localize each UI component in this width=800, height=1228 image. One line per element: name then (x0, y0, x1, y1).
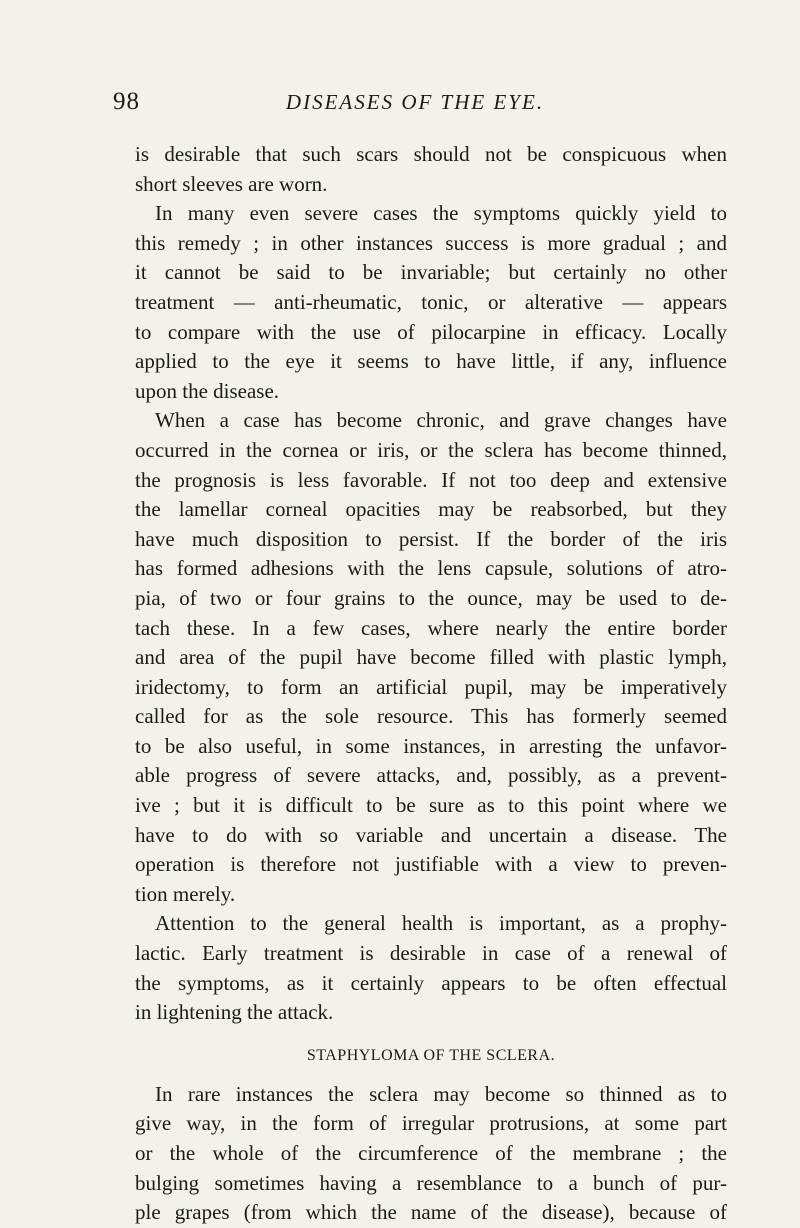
text-line: ive ; but it is difficult to be sure as to this point where we (135, 793, 727, 818)
text-line: or the whole of the circumference of the membrane ; the (135, 1141, 727, 1165)
text-line: When a case has become chronic, and grave changes have (155, 408, 727, 433)
page-number: 98 (113, 88, 140, 115)
text-line: pia, of two or four grains to the ounce, may be used to de- (135, 585, 727, 610)
text-line: give way, in the form of irregular protrusions, at some part (135, 1111, 727, 1136)
text-line: tach these. In a few cases, where nearly the entire border (135, 615, 727, 640)
text-line: to be also useful, in some instances, in arresting the unfavor- (135, 733, 727, 758)
paragraph (135, 199, 727, 406)
text-line: this remedy ; in other instances success is more gradual ; and (135, 230, 727, 255)
text-line: and area of the pupil have become filled with plastic lymph, (135, 645, 727, 670)
text-line: operation is therefore not justifiable with a view to preven- (135, 852, 727, 877)
text-line: In rare instances the sclera may become so thinned as to (155, 1081, 727, 1106)
text-line: have to do with so variable and uncertain a disease. The (135, 822, 727, 847)
text-line: In many even severe cases the symptoms quickly yield to (155, 201, 727, 226)
text-line: able progress of severe attacks, and, possibly, as a prevent- (135, 763, 727, 788)
text-line: iridectomy, to form an artificial pupil, may be imperatively (135, 674, 727, 699)
section-heading: STAPHYLOMA OF THE SCLERA. (306, 1046, 556, 1064)
paragraph (135, 406, 727, 909)
text-line: treatment — anti-rheumatic, tonic, or alterative — appears (135, 289, 727, 314)
text-line: called for as the sole resource. This has formerly seemed (135, 704, 727, 729)
running-title: DISEASES OF THE EYE. (285, 90, 545, 114)
text-line: ple grapes (from which the name of the disease), because of (135, 1200, 727, 1225)
text-line: is desirable that such scars should not be conspicuous when (135, 142, 727, 166)
paragraph (135, 909, 727, 1027)
text-line: has formed adhesions with the lens capsule, solutions of atro- (135, 556, 727, 581)
running-head (0, 88, 800, 128)
text-line: occurred in the cornea or iris, or the sclera has become thinned, (135, 437, 727, 462)
text-line: have much disposition to persist. If the border of the iris (135, 526, 727, 551)
text-line: it cannot be said to be invariable; but certainly no other (135, 260, 727, 285)
text-line: to compare with the use of pilocarpine in efficacy. Locally (135, 319, 727, 344)
text-line: upon the disease. (135, 378, 280, 403)
paragraph (135, 1080, 727, 1228)
paragraph (135, 140, 727, 199)
text-line: applied to the eye it seems to have little, if any, influence (135, 349, 727, 374)
text-line: short sleeves are worn. (135, 171, 328, 196)
text-line: the symptoms, as it certainly appears to be often effectual (135, 970, 727, 995)
text-line: the prognosis is less favorable. If not too deep and extensive (135, 467, 727, 492)
text-line: tion merely. (135, 881, 236, 906)
text-line: bulging sometimes having a resemblance to a bunch of pur- (135, 1170, 727, 1195)
text-line: lactic. Early treatment is desirable in case of a renewal of (135, 941, 727, 966)
text-line: in lightening the attack. (135, 1000, 334, 1025)
text-line: Attention to the general health is important, as a prophy- (155, 911, 727, 936)
page-body (135, 140, 727, 1228)
text-line: the lamellar corneal opacities may be reabsorbed, but they (135, 497, 727, 522)
